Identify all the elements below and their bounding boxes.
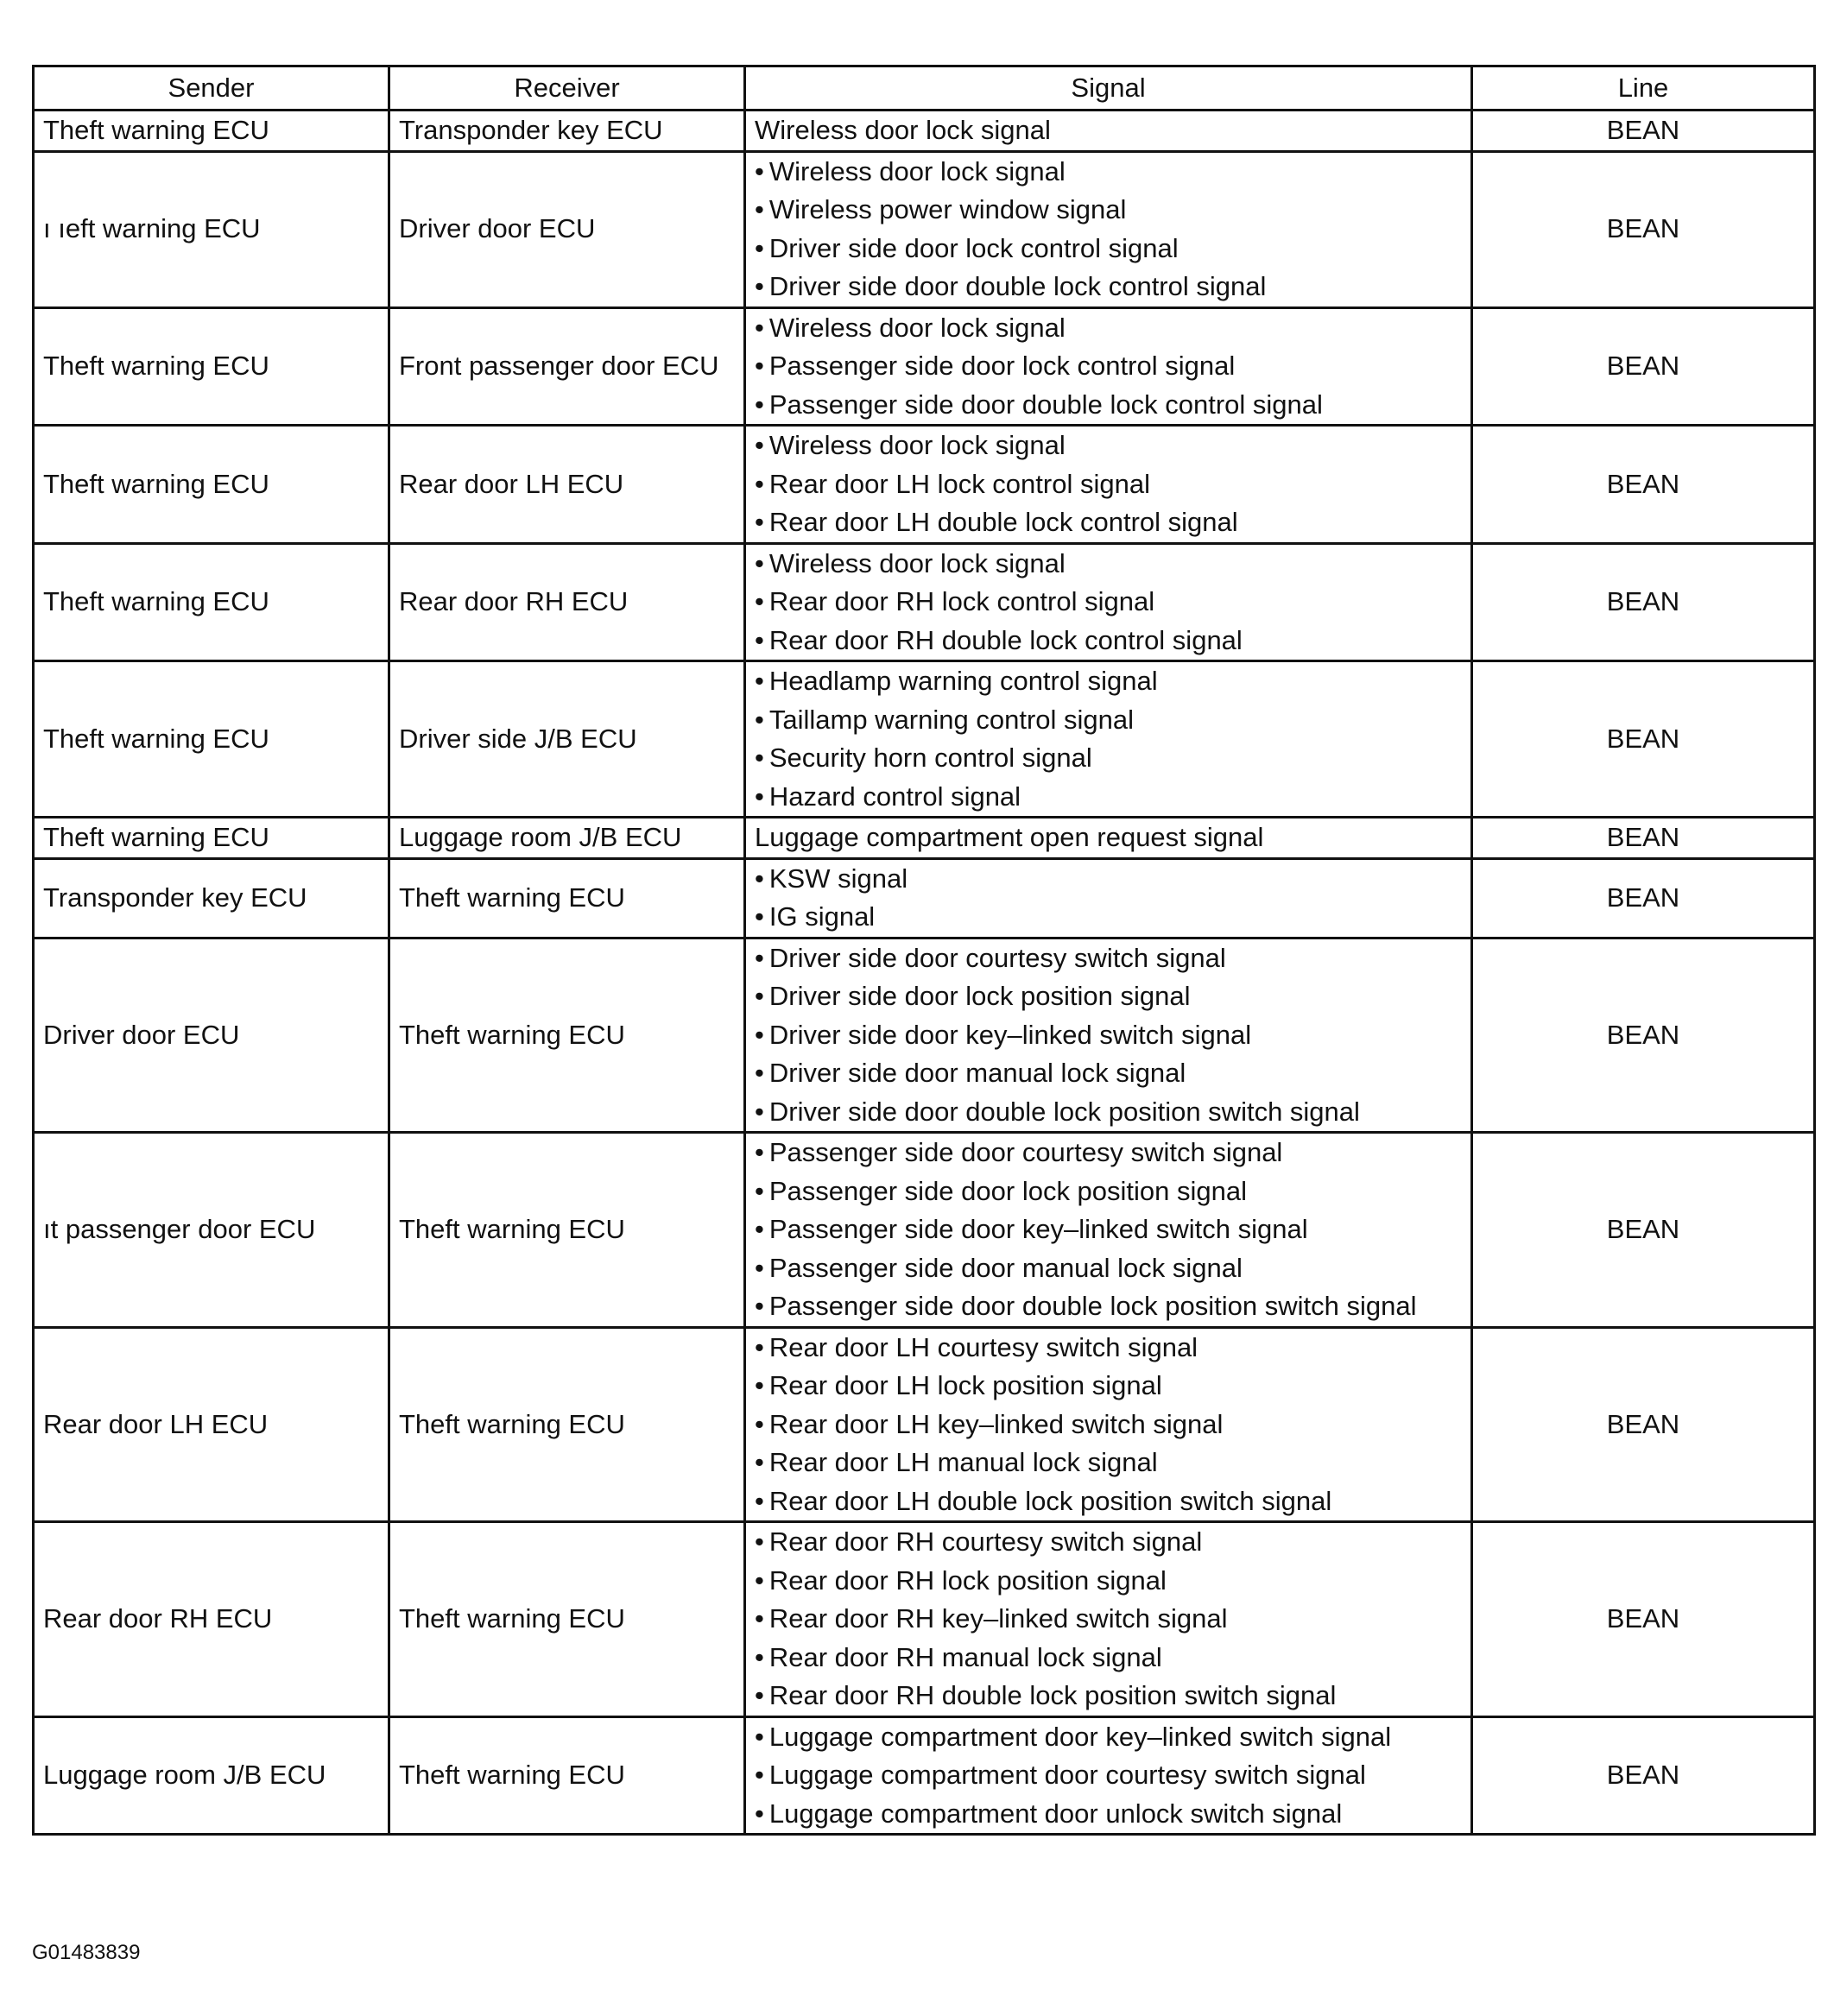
signal-item: • Driver side door manual lock signal — [755, 1054, 1462, 1093]
sender-cell: Rear door RH ECU — [34, 1522, 389, 1717]
table-row — [34, 1133, 1815, 1328]
sender-cell: ıt passenger door ECU — [34, 1133, 389, 1328]
signal-item: • Rear door LH manual lock signal — [755, 1444, 1462, 1482]
table-row — [34, 426, 1815, 544]
table-row — [34, 151, 1815, 307]
header-receiver: Receiver — [389, 66, 745, 111]
line-cell: BEAN — [1472, 426, 1815, 544]
signal-item: • Rear door RH double lock position switch signal — [755, 1677, 1462, 1716]
signal-item: • Rear door RH courtesy switch signal — [755, 1523, 1462, 1562]
signal-item: • Passenger side door lock control signal — [755, 347, 1462, 386]
signal-item: • Driver side door lock position signal — [755, 977, 1462, 1016]
signal-item: • Rear door LH lock control signal — [755, 465, 1462, 504]
signal-cell — [745, 1522, 1472, 1717]
signal-item: • Driver side door double lock control signal — [755, 268, 1462, 307]
table-header-row — [34, 66, 1815, 111]
signal-item: • Passenger side door double lock control signal — [755, 386, 1462, 425]
sender-cell: Luggage room J/B ECU — [34, 1716, 389, 1835]
line-cell: BEAN — [1472, 938, 1815, 1133]
receiver-cell: Theft warning ECU — [389, 1327, 745, 1522]
signal-item: • Rear door LH double lock control signal — [755, 503, 1462, 542]
line-cell: BEAN — [1472, 1522, 1815, 1717]
signal-item: • Rear door LH key–linked switch signal — [755, 1406, 1462, 1444]
sender-cell: Theft warning ECU — [34, 661, 389, 818]
signal-item: • Luggage compartment door unlock switch signal — [755, 1795, 1462, 1834]
sender-cell: Theft warning ECU — [34, 111, 389, 152]
signal-cell — [745, 1327, 1472, 1522]
signal-item: • Rear door LH double lock position switch signal — [755, 1482, 1462, 1521]
signal-item: • Security horn control signal — [755, 739, 1462, 778]
signal-table — [32, 65, 1816, 1836]
signal-item: • Luggage compartment door courtesy switch signal — [755, 1756, 1462, 1795]
signal-cell — [745, 661, 1472, 818]
line-cell: BEAN — [1472, 151, 1815, 307]
signal-item: • Driver side door lock control signal — [755, 230, 1462, 269]
signal-cell — [745, 543, 1472, 661]
receiver-cell: Theft warning ECU — [389, 1522, 745, 1717]
signal-cell — [745, 818, 1472, 859]
table-row — [34, 1522, 1815, 1717]
line-cell: BEAN — [1472, 307, 1815, 426]
signal-cell — [745, 938, 1472, 1133]
signal-item: • Driver side door double lock position switch signal — [755, 1093, 1462, 1132]
receiver-cell: Front passenger door ECU — [389, 307, 745, 426]
line-cell: BEAN — [1472, 543, 1815, 661]
line-cell: BEAN — [1472, 661, 1815, 818]
signal-item: • Passenger side door lock position signal — [755, 1172, 1462, 1211]
signal-item: • Passenger side door double lock position switch signal — [755, 1287, 1462, 1326]
signal-item: • Hazard control signal — [755, 778, 1462, 817]
receiver-cell: Transponder key ECU — [389, 111, 745, 152]
receiver-cell: Rear door LH ECU — [389, 426, 745, 544]
sender-cell: Theft warning ECU — [34, 307, 389, 426]
signal-cell — [745, 1133, 1472, 1328]
signal-item: • Wireless door lock signal — [755, 427, 1462, 465]
signal-item: • Rear door LH lock position signal — [755, 1367, 1462, 1406]
signal-cell — [745, 151, 1472, 307]
table-row — [34, 818, 1815, 859]
receiver-cell: Theft warning ECU — [389, 938, 745, 1133]
sender-cell: Theft warning ECU — [34, 426, 389, 544]
line-cell: BEAN — [1472, 111, 1815, 152]
receiver-cell: Theft warning ECU — [389, 1133, 745, 1328]
sender-cell: Rear door LH ECU — [34, 1327, 389, 1522]
signal-item: • Headlamp warning control signal — [755, 662, 1462, 701]
signal-item: • Rear door RH double lock control signal — [755, 622, 1462, 660]
signal-item: Wireless door lock signal — [755, 115, 1051, 145]
receiver-cell: Theft warning ECU — [389, 1716, 745, 1835]
signal-item: • Wireless door lock signal — [755, 153, 1462, 192]
sender-cell: ı ıeft warning ECU — [34, 151, 389, 307]
table-row — [34, 111, 1815, 152]
signal-item: • Wireless power window signal — [755, 191, 1462, 230]
table-row — [34, 938, 1815, 1133]
signal-cell — [745, 1716, 1472, 1835]
signal-item: • Luggage compartment door key–linked switch signal — [755, 1718, 1462, 1757]
table-row — [34, 661, 1815, 818]
signal-table-container — [32, 65, 1813, 1836]
signal-item: • Rear door RH manual lock signal — [755, 1639, 1462, 1678]
receiver-cell: Rear door RH ECU — [389, 543, 745, 661]
signal-item: • Wireless door lock signal — [755, 545, 1462, 584]
line-cell: BEAN — [1472, 1327, 1815, 1522]
header-signal: Signal — [745, 66, 1472, 111]
signal-item: Luggage compartment open request signal — [755, 822, 1264, 852]
receiver-cell: Luggage room J/B ECU — [389, 818, 745, 859]
signal-cell — [745, 858, 1472, 938]
signal-item: • IG signal — [755, 898, 1462, 937]
table-row — [34, 543, 1815, 661]
signal-item: • Passenger side door key–linked switch signal — [755, 1210, 1462, 1249]
sender-cell: Theft warning ECU — [34, 543, 389, 661]
signal-item: • Passenger side door courtesy switch signal — [755, 1134, 1462, 1172]
signal-item: • Driver side door key–linked switch signal — [755, 1016, 1462, 1055]
sender-cell: Driver door ECU — [34, 938, 389, 1133]
receiver-cell: Theft warning ECU — [389, 858, 745, 938]
signal-item: • Rear door RH lock control signal — [755, 583, 1462, 622]
line-cell: BEAN — [1472, 1133, 1815, 1328]
table-row — [34, 858, 1815, 938]
table-row — [34, 1716, 1815, 1835]
figure-id: G01483839 — [32, 1941, 141, 1964]
line-cell: BEAN — [1472, 818, 1815, 859]
signal-cell — [745, 426, 1472, 544]
signal-item: • KSW signal — [755, 860, 1462, 899]
table-body — [34, 111, 1815, 1835]
line-cell: BEAN — [1472, 858, 1815, 938]
receiver-cell: Driver door ECU — [389, 151, 745, 307]
signal-item: • Driver side door courtesy switch signal — [755, 939, 1462, 978]
receiver-cell: Driver side J/B ECU — [389, 661, 745, 818]
table-row — [34, 1327, 1815, 1522]
sender-cell: Theft warning ECU — [34, 818, 389, 859]
signal-item: • Rear door RH key–linked switch signal — [755, 1600, 1462, 1639]
signal-item: • Taillamp warning control signal — [755, 701, 1462, 740]
signal-item: • Wireless door lock signal — [755, 309, 1462, 348]
table-row — [34, 307, 1815, 426]
signal-item: • Passenger side door manual lock signal — [755, 1249, 1462, 1288]
signal-item: • Rear door RH lock position signal — [755, 1562, 1462, 1601]
signal-cell — [745, 307, 1472, 426]
signal-cell — [745, 111, 1472, 152]
signal-item: • Rear door LH courtesy switch signal — [755, 1329, 1462, 1368]
line-cell: BEAN — [1472, 1716, 1815, 1835]
header-sender: Sender — [34, 66, 389, 111]
sender-cell: Transponder key ECU — [34, 858, 389, 938]
header-line: Line — [1472, 66, 1815, 111]
